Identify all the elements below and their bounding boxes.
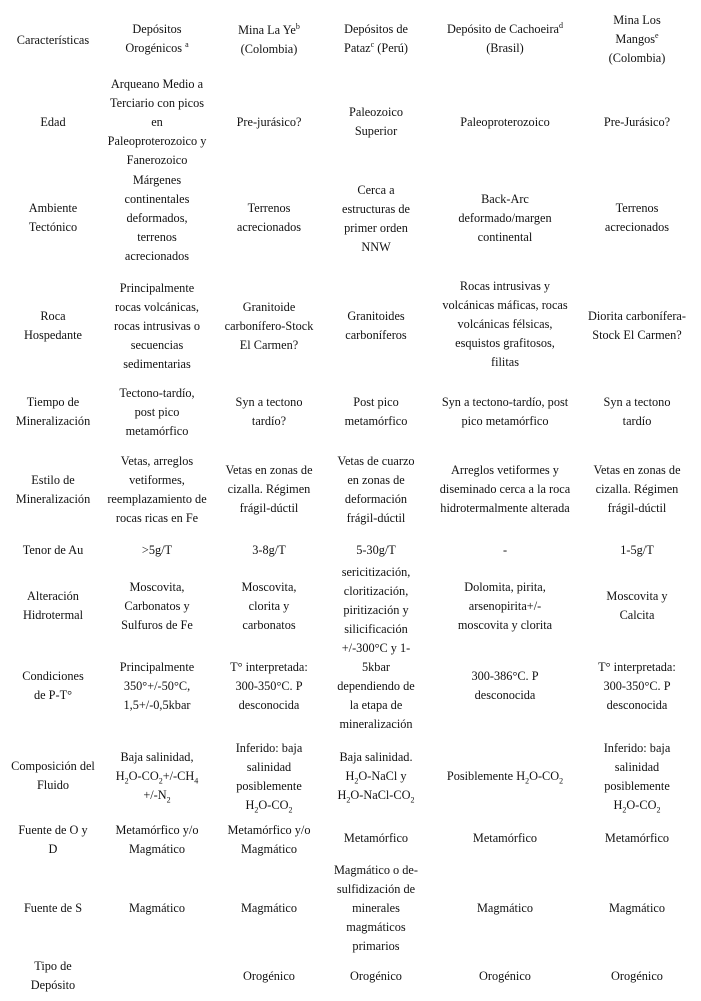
table-cell: Baja salinidad, $H_2O-CO_2+/-CH_4$ $+/-N_2$ [115, 749, 199, 804]
row-label-estilo-de-mineralizacion: Estilo de Mineralización [15, 473, 91, 506]
footnote-marker: e [655, 30, 659, 40]
table-cell: Metamórfico [472, 830, 538, 845]
table-cell: Baja salinidad. $H_2O$-NaCl y $H_2O-NaCl-CO_2$ [337, 749, 415, 804]
footnote-marker: c [370, 39, 375, 49]
row-label-condiciones-de-p-t: Condiciones de P-T° [22, 669, 84, 702]
table-cell: Syn a tectono tardío [603, 395, 671, 428]
footnote-marker: b [295, 21, 300, 31]
table-cell: Principalmente rocas volcánicas, rocas intrusivas o secuencias sedimentarias [113, 280, 201, 371]
footnote-marker: d [559, 20, 563, 30]
table-cell: Vetas de cuarzo en zonas de deformación frágil-dúctil [337, 454, 415, 525]
row-label-ambiente-tectonico: Ambiente Tectónico [28, 201, 78, 234]
table-cell: Inferido: baja salinidad posiblemente $H_2O-CO_2$ [235, 741, 303, 815]
table-cell: Vetas, arreglos vetiformes, reemplazamiento de rocas ricas en Fe [107, 454, 207, 525]
row-label-tenor-de-au: Tenor de Au [22, 542, 84, 557]
table-cell: Metamórfico y/o Magmático [227, 823, 311, 856]
header-depositos-de-pataz [324, 16, 428, 62]
table-cell: Principalmente 350°+/-50°C, 1,5+/-0,5kbar [119, 659, 195, 712]
table-cell: T° interpretada: 300-350°C. P desconocida [230, 659, 308, 712]
table-cell: Posiblemente $H_2O-CO_2$ [446, 768, 564, 785]
header-mina-la-ye [214, 18, 324, 62]
table-cell: Metamórfico [343, 830, 409, 845]
table-cell: Orogénico [611, 968, 663, 983]
header-title: Mina La Ye [238, 23, 296, 37]
footnote-marker: a [185, 39, 189, 49]
table-cell: Pre-jurásico? [236, 114, 302, 129]
table-cell: Vetas en zonas de cizalla. Régimen frágil-dúctil [225, 462, 313, 515]
table-cell: Pre-Jurásico? [603, 114, 671, 129]
row-label-tipo-de-deposito: Tipo de Depósito [30, 959, 76, 992]
table-cell: Terrenos acrecionados [604, 201, 670, 234]
row-label-fuente-de-o-y-d: Fuente de O y D [18, 823, 88, 856]
row-label-fuente-de-s: Fuente de S [23, 900, 83, 915]
header-title: Depósitos de Pataz [343, 22, 408, 55]
table-cell [104, 966, 210, 986]
header-caracteristicas: Características [16, 32, 90, 47]
row-label-edad: Edad [40, 114, 66, 129]
table-cell: 5-30g/T [356, 542, 396, 557]
header-title: Depósitos Orogénicos [125, 22, 183, 55]
row-label-roca-hospedante: Roca Hospedante [23, 309, 83, 342]
table-cell: Magmático [240, 900, 297, 915]
table-cell: Márgenes continentales deformados, terrenos acrecionados [124, 172, 190, 263]
table-cell: 300-386°C. P desconocida [471, 669, 539, 702]
table-cell: Rocas intrusivas y volcánicas máficas, rocas volcánicas félsicas, esquistos grafitosos, filitas [442, 278, 568, 369]
header-title: Depósito de Cachoeira [447, 22, 559, 36]
table-cell: Paleozoico Superior [349, 105, 403, 138]
table-cell: Granitoide carbonífero-Stock El Carmen? [224, 299, 314, 352]
header-place: (Colombia) [240, 42, 298, 56]
row-label-composicion-del-fluido: Composición del Fluido [11, 759, 95, 792]
table-cell: Back-Arc deformado/margen continental [458, 191, 552, 244]
table-cell: Magmático [476, 900, 533, 915]
table-cell: Moscovita, clorita y carbonatos [241, 579, 297, 632]
table-cell: Metamórfico y/o Magmático [115, 823, 199, 856]
table-cell: +/-300°C y 1-5kbar dependiendo de la etapa de mineralización [337, 640, 415, 731]
table-cell: Granitoides carboníferos [345, 309, 407, 342]
header-depositos-orogenicos [104, 12, 210, 66]
table-cell: Magmático [608, 900, 665, 915]
table-cell: Orogénico [479, 968, 531, 983]
table-cell: Metamórfico [604, 830, 670, 845]
table-cell: Arreglos vetiformes y diseminado cerca a la roca hidrotermalmente alterada [439, 462, 571, 515]
table-cell: T° interpretada: 300-350°C. P desconocida [598, 659, 676, 712]
header-mina-los-mangos [582, 8, 692, 70]
table-cell: Moscovita, Carbonatos y Sulfuros de Fe [121, 579, 193, 632]
table-cell: Tectono-tardío, post pico metamórfico [119, 385, 195, 438]
table-cell: Paleoproterozoico [460, 114, 550, 129]
table-cell: Magmático o de-sulfidización de minerales magmáticos primarios [333, 862, 418, 953]
table-cell: Syn a tectono tardío? [235, 395, 303, 428]
table-cell: >5g/T [141, 542, 173, 557]
table-cell: 3-8g/T [252, 542, 286, 557]
header-title: Mina Los Mangos [613, 12, 661, 46]
table-cell: Terrenos acrecionados [236, 201, 302, 234]
table-cell: Orogénico [350, 968, 402, 983]
table-cell: Diorita carbonífera-Stock El Carmen? [588, 309, 686, 342]
header-place: (Brasil) [486, 41, 524, 55]
table-cell: Post pico metamórfico [344, 395, 408, 428]
table-cell: Dolomita, pirita, arsenopirita+/-moscovita y clorita [457, 579, 553, 632]
header-place: (Colombia) [608, 50, 666, 65]
header-place: (Perú) [377, 41, 408, 55]
table-cell: Moscovita y Calcita [606, 589, 668, 622]
header-deposito-de-cachoeira [432, 16, 578, 62]
table-cell: Vetas en zonas de cizalla. Régimen frágil-dúctil [593, 462, 681, 515]
table-cell: Magmático [128, 900, 185, 915]
row-label-tiempo-de-mineralizacion: Tiempo de Mineralización [15, 395, 91, 428]
table-cell: Cerca a estructuras de primer orden NNW [342, 183, 410, 254]
table-cell: Orogénico [243, 968, 295, 983]
table-cell: Arqueano Medio a Terciario con picos en Paleoproterozoico y Fanerozoico [107, 76, 207, 167]
table-cell: Inferido: baja salinidad posiblemente $H_2O-CO_2$ [603, 741, 671, 815]
table-cell: 1-5g/T [620, 542, 654, 557]
table-cell: - [502, 542, 508, 557]
row-label-alteracion-hidrotermal: Alteración Hidrotermal [22, 589, 84, 622]
table-cell: sericitización, cloritización, piritización y silicificación [341, 565, 411, 636]
table-cell: Syn a tectono-tardío, post pico metamórfico [441, 395, 569, 428]
